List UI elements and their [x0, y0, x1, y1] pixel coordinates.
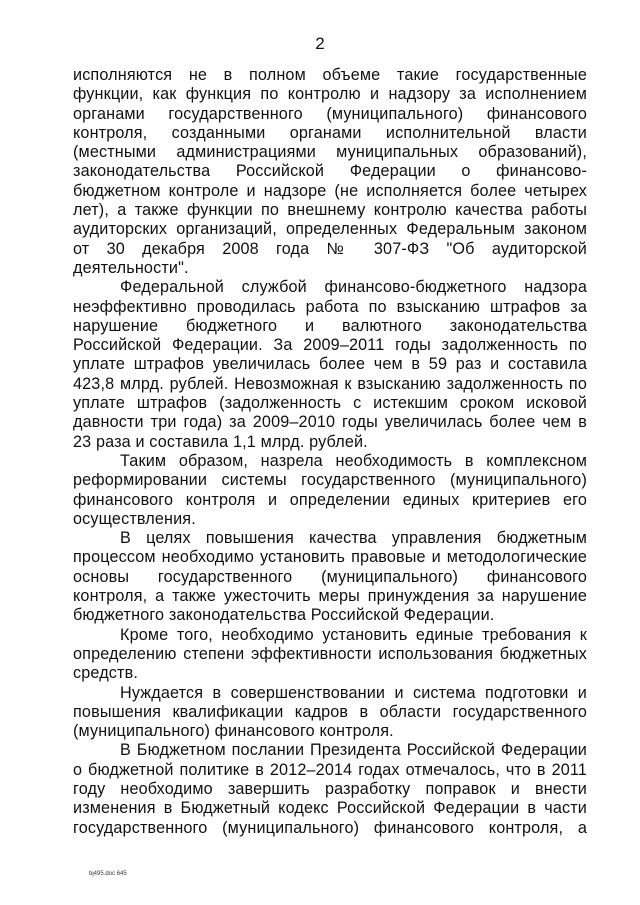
- paragraph-efficiency-requirements: Кроме того, необходимо установить единые требования к определению степени эффективности использования бюджетных средств.: [73, 625, 587, 683]
- paragraph-continuation: исполняются не в полном объеме такие государственные функции, как функция по контролю и надзору за исполнением органами государственного (муниципального) финансового контроля, созданными органами исполнительной власти (местными администрациями муниципальных образований), законодательства Российской Федерации о финансово-бюджетном контроле и надзоре (не исполняется более четырех лет), а также функции по внешнему контролю качества работы аудиторских организаций, определенных Федеральным законом от 30 декабря 2008 года № 307-ФЗ "Об аудиторской деятельности".: [73, 66, 587, 277]
- paragraph-budget-message: В Бюджетном послании Президента Российской Федерации о бюджетной политике в 2012–2014 годах отмечалось, что в 2011 году необходимо завершить разработку поправок и внести изменения в Бюджетный кодекс Российской Федерации в части государственного (муниципального) финансового контроля, а: [73, 741, 587, 837]
- paragraph-reform-need: Таким образом, назрела необходимость в комплексном реформировании системы государственного (муниципального) финансового контроля и определении единых критериев его осуществления.: [73, 451, 587, 528]
- paragraph-quality-goals: В целях повышения качества управления бюджетным процессом необходимо установить правовые и методологические основы государственного (муниципального) финансового контроля, а также ужесточить меры принуждения за нарушение бюджетного законодательства Российской Федерации.: [73, 529, 587, 625]
- page-number: 2: [315, 34, 325, 53]
- footer-file-reference: bj495.doc 645: [89, 871, 127, 877]
- paragraph-fines: Федеральной службой финансово-бюджетного надзора неэффективно проводилась работа по взысканию штрафов за нарушение бюджетного и валютного законодательства Российской Федерации. За 2009–2011 годы задолженность по уплате штрафов увеличилась более чем в 59 раз и составила 423,8 млрд. рублей. Невозможная к взысканию задолженность по уплате штрафов (задолженность с истекшим сроком исковой давности три года) за 2009–2010 годы увеличилась более чем в 23 раза и составила 1,1 млрд. рублей.: [73, 278, 587, 451]
- paragraph-training: Нуждается в совершенствовании и система подготовки и повышения квалификации кадров в области государственного (муниципального) финансового контроля.: [73, 683, 587, 741]
- document-body: [73, 66, 587, 838]
